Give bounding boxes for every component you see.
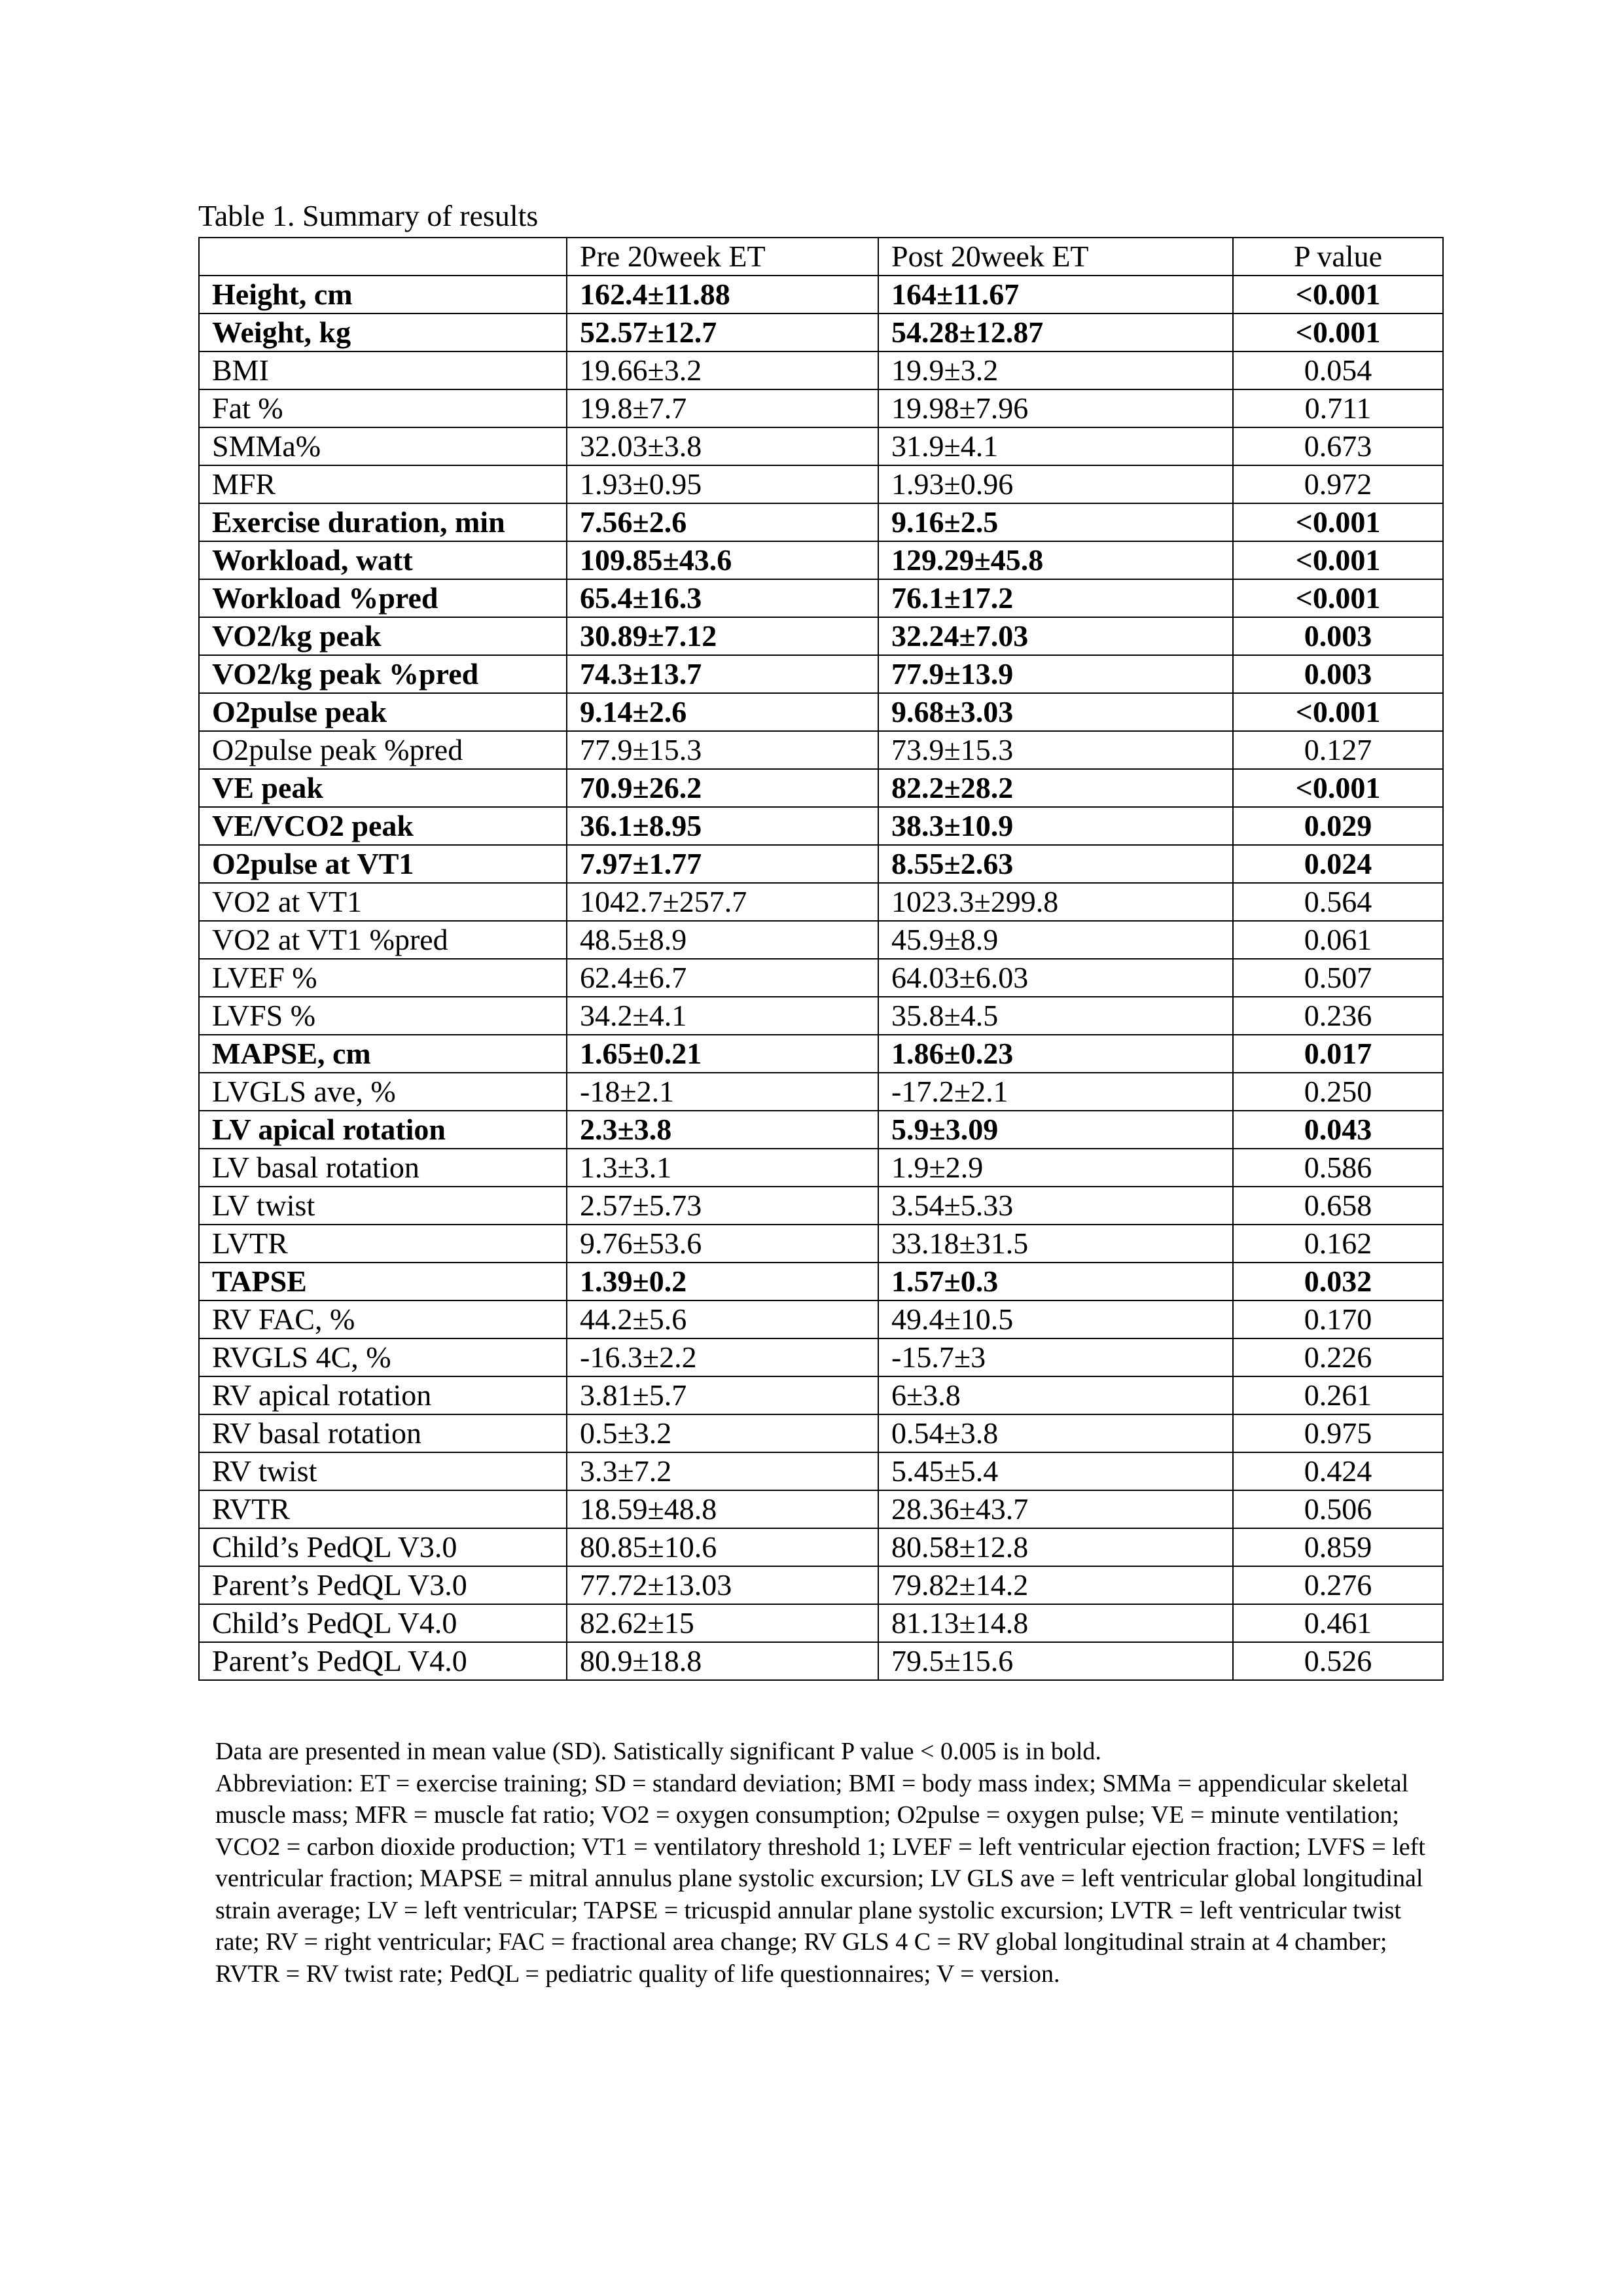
- post-value-cell: 82.2±28.2: [878, 769, 1233, 807]
- table-row: [199, 1490, 1443, 1528]
- table-row: [199, 1414, 1443, 1452]
- pre-value-cell: 32.03±3.8: [567, 427, 878, 465]
- pre-value-cell: 3.81±5.7: [567, 1376, 878, 1414]
- row-label-cell: MFR: [199, 465, 567, 503]
- p-value-cell: 0.226: [1233, 1338, 1443, 1376]
- table-row: [199, 1149, 1443, 1187]
- pre-value-cell: 70.9±26.2: [567, 769, 878, 807]
- table-row: [199, 276, 1443, 314]
- table-row: [199, 314, 1443, 351]
- post-value-cell: -15.7±3: [878, 1338, 1233, 1376]
- post-value-cell: 1.57±0.3: [878, 1263, 1233, 1300]
- p-value-cell: 0.127: [1233, 731, 1443, 769]
- p-value-cell: 0.029: [1233, 807, 1443, 845]
- post-value-cell: 9.68±3.03: [878, 693, 1233, 731]
- row-label-cell: LV basal rotation: [199, 1149, 567, 1187]
- results-table: [198, 237, 1444, 1681]
- pre-value-cell: 77.72±13.03: [567, 1566, 878, 1604]
- post-value-cell: 129.29±45.8: [878, 541, 1233, 579]
- p-value-cell: <0.001: [1233, 503, 1443, 541]
- row-label-cell: Exercise duration, min: [199, 503, 567, 541]
- table-row: [199, 1338, 1443, 1376]
- header-cell-post: Post 20week ET: [878, 238, 1233, 276]
- pre-value-cell: 82.62±15: [567, 1604, 878, 1642]
- table-row: [199, 1566, 1443, 1604]
- table-row: [199, 807, 1443, 845]
- post-value-cell: 8.55±2.63: [878, 845, 1233, 883]
- post-value-cell: 0.54±3.8: [878, 1414, 1233, 1452]
- table-row: [199, 1187, 1443, 1225]
- pre-value-cell: 36.1±8.95: [567, 807, 878, 845]
- post-value-cell: 77.9±13.9: [878, 655, 1233, 693]
- row-label-cell: VO2 at VT1 %pred: [199, 921, 567, 959]
- post-value-cell: 31.9±4.1: [878, 427, 1233, 465]
- p-value-cell: 0.054: [1233, 351, 1443, 389]
- p-value-cell: <0.001: [1233, 579, 1443, 617]
- pre-value-cell: 19.66±3.2: [567, 351, 878, 389]
- table-row: [199, 579, 1443, 617]
- row-label-cell: RV twist: [199, 1452, 567, 1490]
- p-value-cell: 0.506: [1233, 1490, 1443, 1528]
- pre-value-cell: -16.3±2.2: [567, 1338, 878, 1376]
- pre-value-cell: 48.5±8.9: [567, 921, 878, 959]
- table-row: [199, 389, 1443, 427]
- table-row: [199, 1035, 1443, 1073]
- pre-value-cell: 80.85±10.6: [567, 1528, 878, 1566]
- p-value-cell: 0.526: [1233, 1642, 1443, 1680]
- p-value-cell: 0.972: [1233, 465, 1443, 503]
- row-label-cell: RVGLS 4C, %: [199, 1338, 567, 1376]
- row-label-cell: VO2 at VT1: [199, 883, 567, 921]
- post-value-cell: 79.5±15.6: [878, 1642, 1233, 1680]
- p-value-cell: <0.001: [1233, 769, 1443, 807]
- post-value-cell: 9.16±2.5: [878, 503, 1233, 541]
- post-value-cell: 33.18±31.5: [878, 1225, 1233, 1263]
- table-row: [199, 1073, 1443, 1111]
- table-row: [199, 541, 1443, 579]
- p-value-cell: 0.043: [1233, 1111, 1443, 1149]
- pre-value-cell: 74.3±13.7: [567, 655, 878, 693]
- p-value-cell: 0.261: [1233, 1376, 1443, 1414]
- table-row: [199, 1528, 1443, 1566]
- post-value-cell: 1.86±0.23: [878, 1035, 1233, 1073]
- table-row: [199, 959, 1443, 997]
- row-label-cell: Child’s PedQL V4.0: [199, 1604, 567, 1642]
- p-value-cell: 0.859: [1233, 1528, 1443, 1566]
- pre-value-cell: 0.5±3.2: [567, 1414, 878, 1452]
- p-value-cell: 0.170: [1233, 1300, 1443, 1338]
- pre-value-cell: 80.9±18.8: [567, 1642, 878, 1680]
- row-label-cell: VO2/kg peak: [199, 617, 567, 655]
- row-label-cell: VE peak: [199, 769, 567, 807]
- row-label-cell: VO2/kg peak %pred: [199, 655, 567, 693]
- p-value-cell: 0.658: [1233, 1187, 1443, 1225]
- post-value-cell: 3.54±5.33: [878, 1187, 1233, 1225]
- row-label-cell: RV FAC, %: [199, 1300, 567, 1338]
- p-value-cell: 0.032: [1233, 1263, 1443, 1300]
- row-label-cell: Parent’s PedQL V3.0: [199, 1566, 567, 1604]
- post-value-cell: 49.4±10.5: [878, 1300, 1233, 1338]
- header-cell-p-value: P value: [1233, 238, 1443, 276]
- row-label-cell: O2pulse peak %pred: [199, 731, 567, 769]
- post-value-cell: 79.82±14.2: [878, 1566, 1233, 1604]
- table-row: [199, 693, 1443, 731]
- row-label-cell: Workload, watt: [199, 541, 567, 579]
- p-value-cell: 0.507: [1233, 959, 1443, 997]
- pre-value-cell: 7.97±1.77: [567, 845, 878, 883]
- p-value-cell: 0.061: [1233, 921, 1443, 959]
- p-value-cell: <0.001: [1233, 314, 1443, 351]
- table-row: [199, 465, 1443, 503]
- pre-value-cell: 1042.7±257.7: [567, 883, 878, 921]
- row-label-cell: Workload %pred: [199, 579, 567, 617]
- p-value-cell: 0.975: [1233, 1414, 1443, 1452]
- row-label-cell: RV basal rotation: [199, 1414, 567, 1452]
- post-value-cell: 64.03±6.03: [878, 959, 1233, 997]
- post-value-cell: 73.9±15.3: [878, 731, 1233, 769]
- post-value-cell: 5.45±5.4: [878, 1452, 1233, 1490]
- table-row: [199, 997, 1443, 1035]
- row-label-cell: LV apical rotation: [199, 1111, 567, 1149]
- post-value-cell: 76.1±17.2: [878, 579, 1233, 617]
- pre-value-cell: 1.39±0.2: [567, 1263, 878, 1300]
- row-label-cell: Height, cm: [199, 276, 567, 314]
- row-label-cell: O2pulse at VT1: [199, 845, 567, 883]
- header-cell-label: [199, 238, 567, 276]
- p-value-cell: 0.461: [1233, 1604, 1443, 1642]
- pre-value-cell: 2.57±5.73: [567, 1187, 878, 1225]
- pre-value-cell: -18±2.1: [567, 1073, 878, 1111]
- pre-value-cell: 34.2±4.1: [567, 997, 878, 1035]
- table-row: [199, 1604, 1443, 1642]
- post-value-cell: 54.28±12.87: [878, 314, 1233, 351]
- pre-value-cell: 62.4±6.7: [567, 959, 878, 997]
- abbreviation-note: Abbreviation: ET = exercise training; SD = standard deviation; BMI = body mass index; SMMa = appendicular skeletal muscle mass; MFR = muscle fat ratio; VO2 = oxygen consumption; O2pulse = oxygen pulse; VE = minute ventilation; VCO2 = carbon dioxide production; VT1 = ventilatory threshold 1; LVEF = left ventricular ejection fraction; LVFS = left ventricular fraction; MAPSE = mitral annulus plane systolic excursion; LV GLS ave = left ventricular global longitudinal strain average; LV = left ventricular; TAPSE = tricuspid annular plane systolic excursion; LVTR = left ventricular twist rate; RV = right ventricular; FAC = fractional area change; RV GLS 4 C = RV global longitudinal strain at 4 chamber; RVTR = RV twist rate; PedQL = pediatric quality of life questionnaires; V = version.: [215, 1769, 1425, 1988]
- post-value-cell: 164±11.67: [878, 276, 1233, 314]
- footnote-line: Data are presented in mean value (SD). Satistically significant P value < 0.005 is in bold.: [215, 1738, 1101, 1765]
- p-value-cell: 0.024: [1233, 845, 1443, 883]
- row-label-cell: VE/VCO2 peak: [199, 807, 567, 845]
- pre-value-cell: 2.3±3.8: [567, 1111, 878, 1149]
- pre-value-cell: 65.4±16.3: [567, 579, 878, 617]
- table-row: [199, 1642, 1443, 1680]
- table-row: [199, 1376, 1443, 1414]
- p-value-cell: 0.711: [1233, 389, 1443, 427]
- post-value-cell: 6±3.8: [878, 1376, 1233, 1414]
- post-value-cell: 5.9±3.09: [878, 1111, 1233, 1149]
- pre-value-cell: 1.65±0.21: [567, 1035, 878, 1073]
- table-row: [199, 503, 1443, 541]
- post-value-cell: 81.13±14.8: [878, 1604, 1233, 1642]
- table-row: [199, 921, 1443, 959]
- table-row: [199, 655, 1443, 693]
- post-value-cell: 32.24±7.03: [878, 617, 1233, 655]
- row-label-cell: Parent’s PedQL V4.0: [199, 1642, 567, 1680]
- table-caption: Table 1. Summary of results: [198, 199, 539, 232]
- p-value-cell: <0.001: [1233, 541, 1443, 579]
- post-value-cell: -17.2±2.1: [878, 1073, 1233, 1111]
- table-row: [199, 427, 1443, 465]
- post-value-cell: 80.58±12.8: [878, 1528, 1233, 1566]
- p-value-cell: 0.424: [1233, 1452, 1443, 1490]
- post-value-cell: 1.9±2.9: [878, 1149, 1233, 1187]
- table-row: [199, 351, 1443, 389]
- table-footnote: [215, 1736, 1446, 1990]
- pre-value-cell: 3.3±7.2: [567, 1452, 878, 1490]
- table-row: [199, 1452, 1443, 1490]
- post-value-cell: 35.8±4.5: [878, 997, 1233, 1035]
- table-row: [199, 1225, 1443, 1263]
- pre-value-cell: 162.4±11.88: [567, 276, 878, 314]
- row-label-cell: LVGLS ave, %: [199, 1073, 567, 1111]
- post-value-cell: 19.98±7.96: [878, 389, 1233, 427]
- row-label-cell: Weight, kg: [199, 314, 567, 351]
- post-value-cell: 1.93±0.96: [878, 465, 1233, 503]
- pre-value-cell: 44.2±5.6: [567, 1300, 878, 1338]
- pre-value-cell: 9.14±2.6: [567, 693, 878, 731]
- p-value-cell: <0.001: [1233, 693, 1443, 731]
- table-header-row: [199, 238, 1443, 276]
- table-row: [199, 1111, 1443, 1149]
- post-value-cell: 19.9±3.2: [878, 351, 1233, 389]
- row-label-cell: SMMa%: [199, 427, 567, 465]
- row-label-cell: RV apical rotation: [199, 1376, 567, 1414]
- table-row: [199, 845, 1443, 883]
- pre-value-cell: 1.93±0.95: [567, 465, 878, 503]
- row-label-cell: Child’s PedQL V3.0: [199, 1528, 567, 1566]
- p-value-cell: 0.586: [1233, 1149, 1443, 1187]
- p-value-cell: 0.250: [1233, 1073, 1443, 1111]
- pre-value-cell: 19.8±7.7: [567, 389, 878, 427]
- row-label-cell: LVFS %: [199, 997, 567, 1035]
- pre-value-cell: 52.57±12.7: [567, 314, 878, 351]
- row-label-cell: LV twist: [199, 1187, 567, 1225]
- row-label-cell: Fat %: [199, 389, 567, 427]
- p-value-cell: 0.162: [1233, 1225, 1443, 1263]
- pre-value-cell: 7.56±2.6: [567, 503, 878, 541]
- row-label-cell: LVTR: [199, 1225, 567, 1263]
- p-value-cell: 0.564: [1233, 883, 1443, 921]
- pre-value-cell: 9.76±53.6: [567, 1225, 878, 1263]
- table-row: [199, 1263, 1443, 1300]
- table-row: [199, 769, 1443, 807]
- row-label-cell: MAPSE, cm: [199, 1035, 567, 1073]
- row-label-cell: TAPSE: [199, 1263, 567, 1300]
- post-value-cell: 38.3±10.9: [878, 807, 1233, 845]
- p-value-cell: 0.276: [1233, 1566, 1443, 1604]
- pre-value-cell: 18.59±48.8: [567, 1490, 878, 1528]
- p-value-cell: 0.236: [1233, 997, 1443, 1035]
- table-row: [199, 617, 1443, 655]
- row-label-cell: BMI: [199, 351, 567, 389]
- table-row: [199, 731, 1443, 769]
- table-row: [199, 883, 1443, 921]
- p-value-cell: 0.673: [1233, 427, 1443, 465]
- row-label-cell: RVTR: [199, 1490, 567, 1528]
- p-value-cell: <0.001: [1233, 276, 1443, 314]
- p-value-cell: 0.003: [1233, 617, 1443, 655]
- post-value-cell: 45.9±8.9: [878, 921, 1233, 959]
- table-row: [199, 1300, 1443, 1338]
- row-label-cell: LVEF %: [199, 959, 567, 997]
- post-value-cell: 1023.3±299.8: [878, 883, 1233, 921]
- post-value-cell: 28.36±43.7: [878, 1490, 1233, 1528]
- p-value-cell: 0.017: [1233, 1035, 1443, 1073]
- pre-value-cell: 1.3±3.1: [567, 1149, 878, 1187]
- pre-value-cell: 77.9±15.3: [567, 731, 878, 769]
- pre-value-cell: 30.89±7.12: [567, 617, 878, 655]
- header-cell-pre: Pre 20week ET: [567, 238, 878, 276]
- p-value-cell: 0.003: [1233, 655, 1443, 693]
- pre-value-cell: 109.85±43.6: [567, 541, 878, 579]
- row-label-cell: O2pulse peak: [199, 693, 567, 731]
